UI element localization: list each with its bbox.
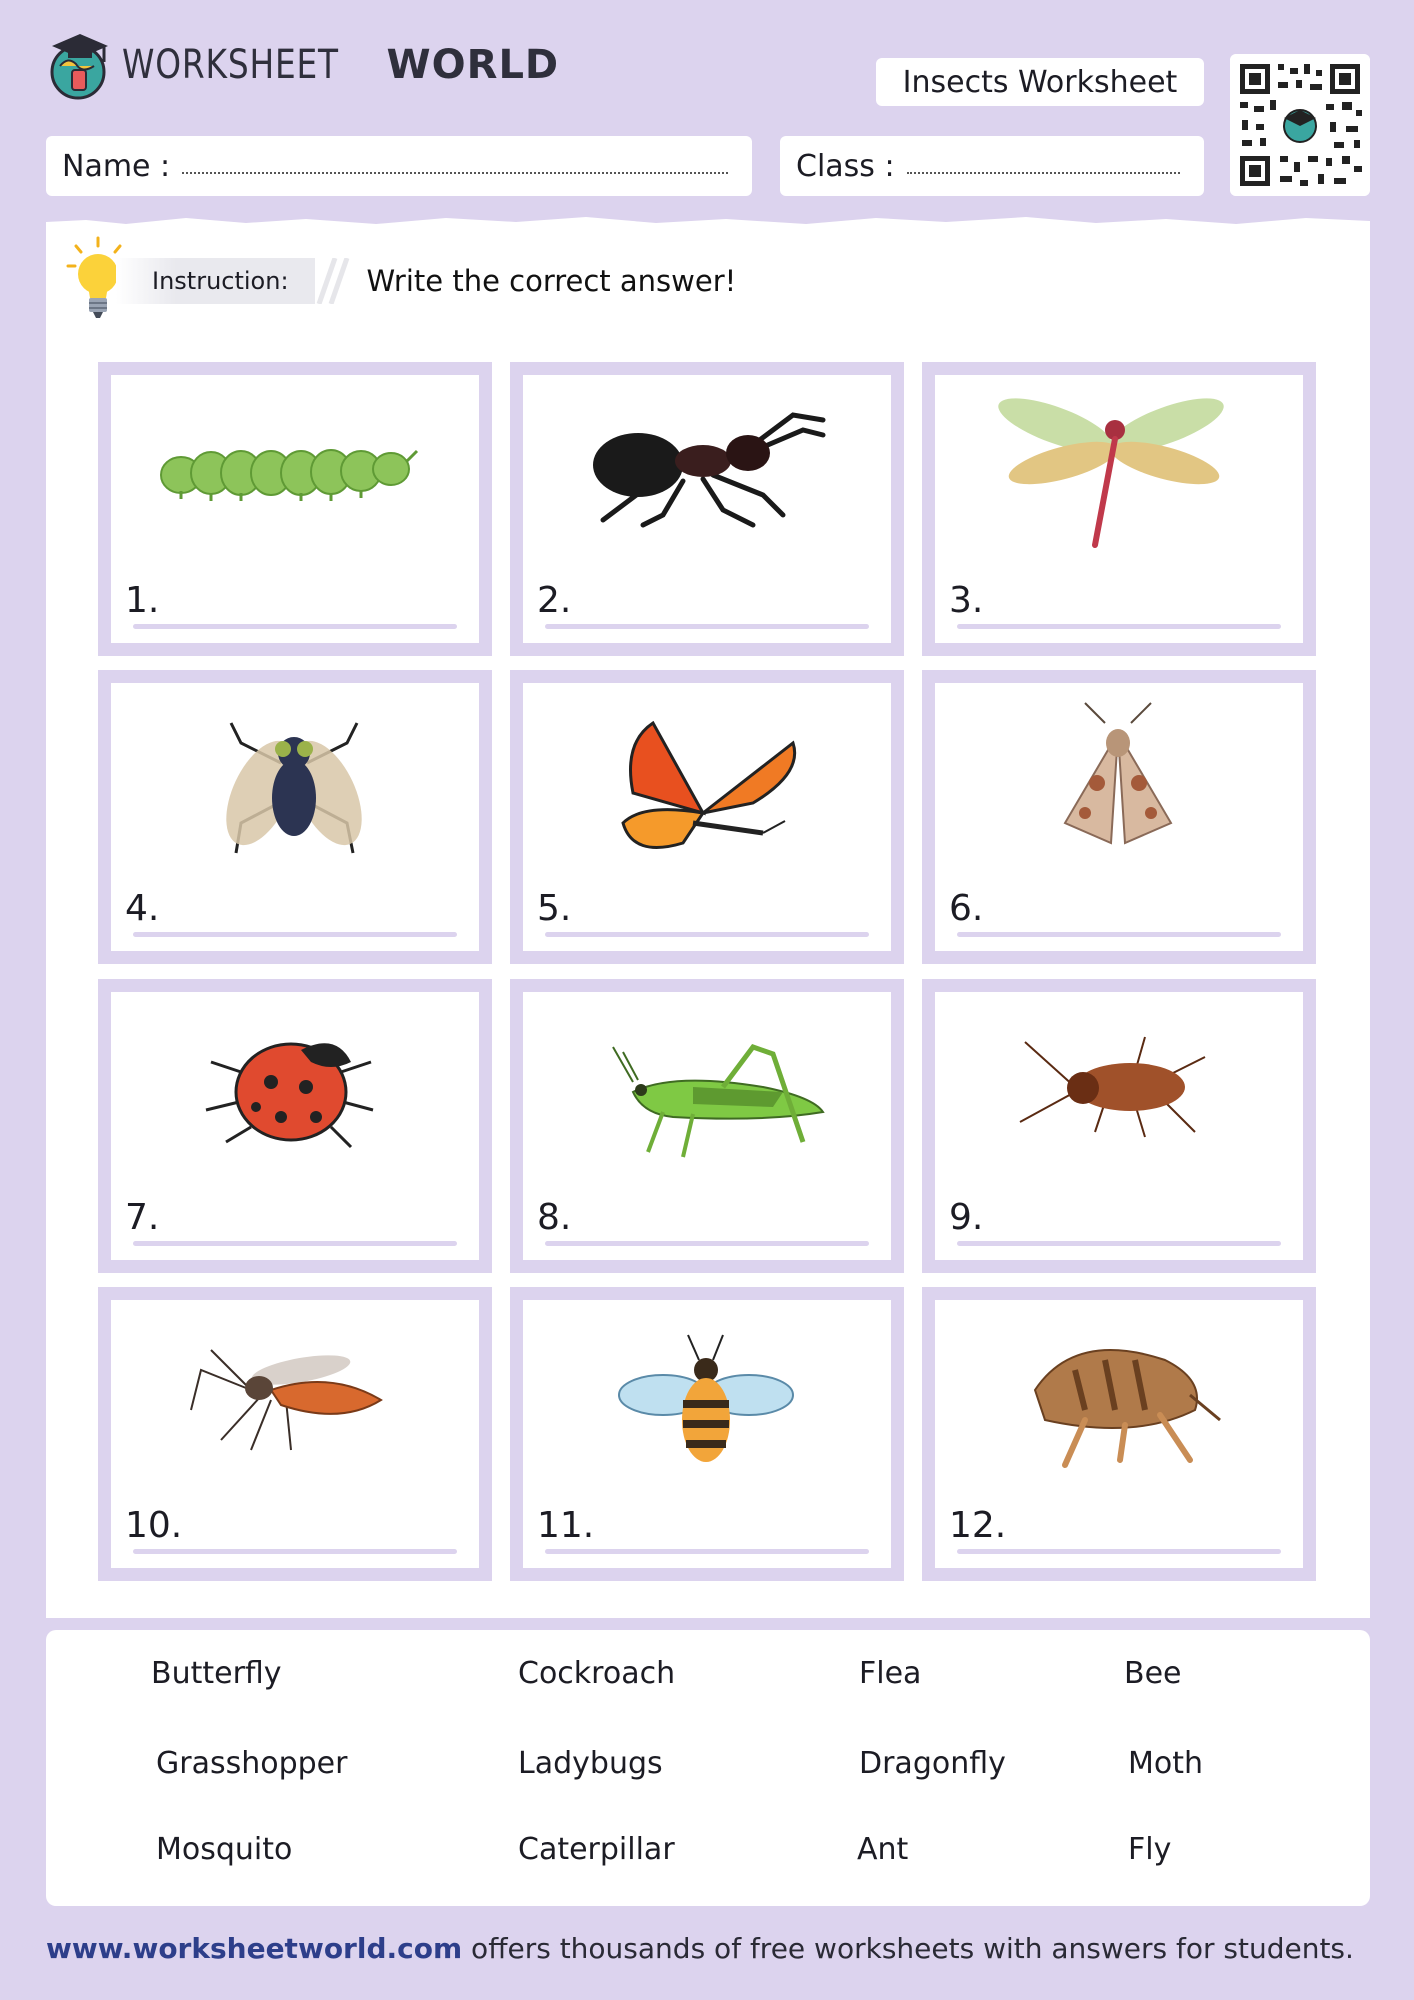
answer-line[interactable] (957, 932, 1281, 937)
class-line (907, 172, 1180, 174)
question-card-4 (98, 670, 492, 964)
question-card-10 (98, 1287, 492, 1581)
caterpillar-icon (111, 375, 479, 643)
question-card-5 (510, 670, 904, 964)
answer-line[interactable] (957, 1241, 1281, 1246)
footer-site-link[interactable]: www.worksheetworld.com (46, 1932, 463, 1965)
word-bank-item: Grasshopper (156, 1746, 348, 1781)
grasshopper-icon (523, 992, 891, 1260)
question-number: 2. (537, 580, 572, 621)
cockroach-icon (935, 992, 1303, 1260)
question-card-9 (922, 979, 1316, 1273)
answer-line[interactable] (545, 1241, 869, 1246)
answer-line[interactable] (957, 1549, 1281, 1554)
question-number: 7. (125, 1197, 160, 1238)
question-card-12 (922, 1287, 1316, 1581)
question-number: 12. (949, 1505, 1007, 1546)
logo-icon (46, 30, 112, 100)
question-card-8 (510, 979, 904, 1273)
footer-text: offers thousands of free worksheets with answers for students. (462, 1932, 1354, 1965)
question-number: 3. (949, 580, 984, 621)
logo (46, 30, 559, 100)
fly-icon (111, 683, 479, 951)
question-card-1 (98, 362, 492, 656)
question-card-11 (510, 1287, 904, 1581)
answer-line[interactable] (545, 1549, 869, 1554)
qr-code-icon (1230, 54, 1370, 196)
logo-text-bold: WORLD (386, 42, 560, 88)
answer-line[interactable] (545, 624, 869, 629)
question-card-7 (98, 979, 492, 1273)
question-number: 5. (537, 888, 572, 929)
word-bank-item: Fly (1128, 1832, 1172, 1867)
class-label: Class : (796, 148, 895, 184)
name-field[interactable] (46, 136, 752, 196)
question-number: 10. (125, 1505, 183, 1546)
logo-text-light: WORKSHEET (122, 42, 339, 88)
word-bank-item: Moth (1128, 1746, 1204, 1781)
question-number: 4. (125, 888, 160, 929)
word-bank-item: Ant (857, 1832, 909, 1867)
question-number: 8. (537, 1197, 572, 1238)
question-number: 1. (125, 580, 160, 621)
instruction (66, 236, 736, 326)
butterfly-icon (523, 683, 891, 951)
word-bank-item: Caterpillar (518, 1832, 675, 1867)
answer-line[interactable] (957, 624, 1281, 629)
question-number: 9. (949, 1197, 984, 1238)
question-number: 11. (537, 1505, 595, 1546)
answer-line[interactable] (545, 932, 869, 937)
answer-line[interactable] (133, 932, 457, 937)
footer (46, 1932, 1354, 1965)
instruction-label: Instruction: (116, 258, 315, 304)
question-number: 6. (949, 888, 984, 929)
ant-icon (523, 375, 891, 643)
word-bank-item: Cockroach (518, 1656, 676, 1691)
word-bank-item: Butterfly (151, 1656, 282, 1691)
name-label: Name : (62, 148, 171, 184)
answer-line[interactable] (133, 1241, 457, 1246)
class-field[interactable] (780, 136, 1204, 196)
question-card-3 (922, 362, 1316, 656)
word-bank-item: Mosquito (156, 1832, 293, 1867)
moth-icon (935, 683, 1303, 951)
word-bank-item: Ladybugs (518, 1746, 663, 1781)
answer-line[interactable] (133, 1549, 457, 1554)
slash-divider-icon (315, 258, 355, 304)
instruction-text: Write the correct answer! (366, 264, 737, 298)
ladybug-icon (111, 992, 479, 1260)
name-line (182, 172, 728, 174)
word-bank (46, 1630, 1370, 1906)
word-bank-item: Bee (1124, 1656, 1182, 1691)
question-card-6 (922, 670, 1316, 964)
worksheet-title: Insects Worksheet (876, 58, 1204, 106)
answer-line[interactable] (133, 624, 457, 629)
question-card-2 (510, 362, 904, 656)
word-bank-item: Dragonfly (859, 1746, 1006, 1781)
dragonfly-icon (935, 375, 1303, 643)
word-bank-item: Flea (859, 1656, 922, 1691)
